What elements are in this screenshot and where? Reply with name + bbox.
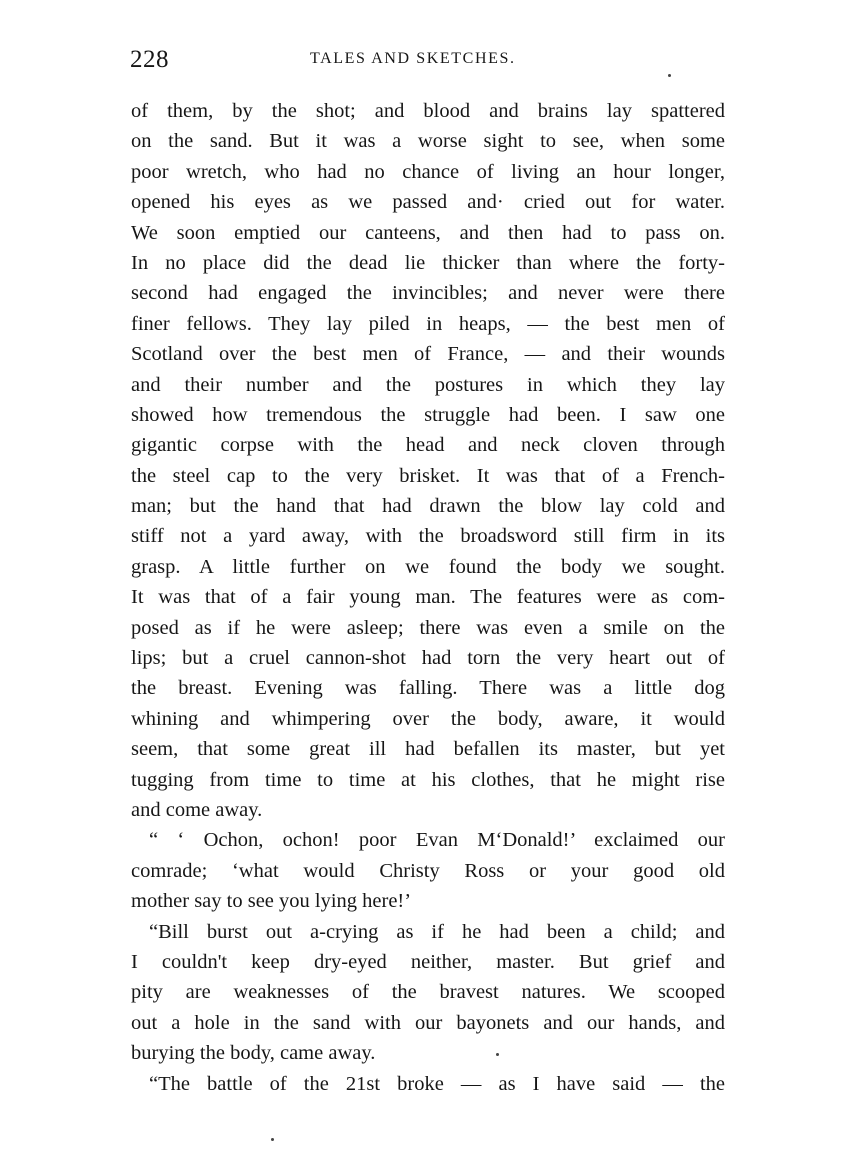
text-line: posed as if he were asleep; there was even a smile on the <box>131 616 725 639</box>
text-line: mother say to see you lying here!’ <box>131 890 412 913</box>
body-text <box>131 96 725 1099</box>
text-line: grasp. A little further on we found the body we sought. <box>131 555 725 578</box>
text-line: Scotland over the best men of France, — and their wounds <box>131 343 725 366</box>
text-line: of them, by the shot; and blood and brains lay spattered <box>131 100 725 122</box>
text-line: It was that of a fair young man. The features were as com- <box>131 586 725 609</box>
text-line: and their number and the postures in which they lay <box>131 373 725 396</box>
text-line: I couldn't keep dry-eyed neither, master. But grief and <box>131 950 725 973</box>
running-title: TALES AND SKETCHES. <box>310 50 516 67</box>
text-line: the steel cap to the very brisket. It was that of a French- <box>131 464 725 487</box>
text-line: “Bill burst out a-crying as if he had been a child; and <box>149 920 725 943</box>
text-line: and come away. <box>131 798 263 821</box>
page-header <box>130 44 720 78</box>
text-line: poor wretch, who had no chance of living an hour longer, <box>131 160 725 183</box>
text-line: burying the body, came away. <box>131 1042 376 1065</box>
text-line: In no place did the dead lie thicker than where the forty- <box>131 251 725 274</box>
text-line: on the sand. But it was a worse sight to see, when some <box>131 130 725 153</box>
text-line: tugging from time to time at his clothes, that he might rise <box>131 768 725 791</box>
text-line: lips; but a cruel cannon-shot had torn the very heart out of <box>131 647 725 670</box>
text-line: “The battle of the 21st broke — as I have said — the <box>149 1072 725 1095</box>
text-line: “ ‘ Ochon, ochon! poor Evan M‘Donald!’ exclaimed our <box>149 829 725 852</box>
text-line: finer fellows. They lay piled in heaps, — the best men of <box>131 312 725 335</box>
text-line: whining and whimpering over the body, aware, it would <box>131 707 725 730</box>
text-line: pity are weaknesses of the bravest natures. We scooped <box>131 981 725 1004</box>
print-speck <box>668 74 671 77</box>
text-line: showed how tremendous the struggle had been. I saw one <box>131 403 725 426</box>
text-line: comrade; ‘what would Christy Ross or your good old <box>131 859 725 882</box>
print-speck <box>271 1138 274 1141</box>
text-line: We soon emptied our canteens, and then had to pass on. <box>131 221 725 244</box>
text-line: out a hole in the sand with our bayonets and our hands, and <box>131 1011 725 1034</box>
text-line: opened his eyes as we passed and· cried out for water. <box>131 191 725 214</box>
text-line: gigantic corpse with the head and neck cloven through <box>131 434 725 457</box>
page-number: 228 <box>130 46 169 73</box>
text-line: stiff not a yard away, with the broadsword still firm in its <box>131 525 725 548</box>
text-line: second had engaged the invincibles; and never were there <box>131 282 725 305</box>
text-line: the breast. Evening was falling. There was a little dog <box>131 677 725 700</box>
text-line: seem, that some great ill had befallen its master, but yet <box>131 738 725 761</box>
text-line: man; but the hand that had drawn the blow lay cold and <box>131 495 725 518</box>
